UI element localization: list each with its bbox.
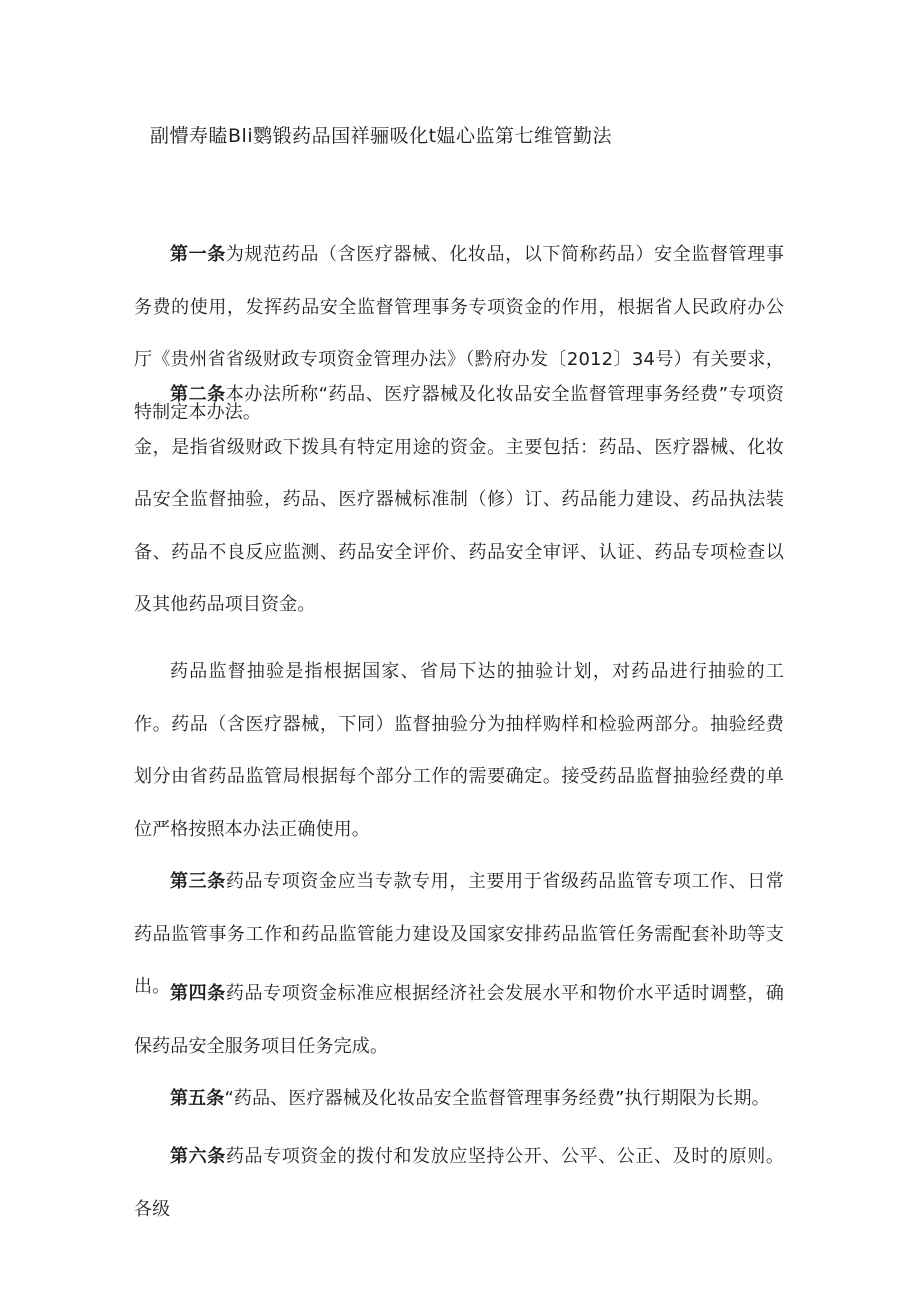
article-paragraph <box>134 968 784 1073</box>
article-label: 第五条 <box>170 1088 225 1109</box>
article-text: 本办法所称“药品、医疗器械及化妆品安全监督管理事务经费”专项资金，是指省级财政下拨具有特定用途的资金。主要包括：药品、医疗器械、化妆品安全监督抽验，药品、医疗器械标准制（修）订、药品能力建设、药品执法装备、药品不良反应监测、药品安全评价、药品安全审评、认证、药品专项检查以及其他药品项目资金。 <box>134 384 784 615</box>
article-label: 第六条 <box>170 1146 226 1167</box>
article-label: 第二条 <box>170 384 226 405</box>
article-label: 第三条 <box>170 871 226 892</box>
article-paragraph <box>134 1131 784 1236</box>
article-text: “药品、医疗器械及化妆品安全监督管理事务经费”执行期限为长期。 <box>224 1088 770 1109</box>
article-label: 第四条 <box>170 983 226 1004</box>
body-paragraph <box>134 646 784 856</box>
document-title: 副懵寿瞌Bli鹦锻药品国祥骊吸化t媪心监第七维管勤法 <box>150 125 613 147</box>
article-text: 药品专项资金应当专款专用，主要用于省级药品监管专项工作、日常药品监管事务工作和药品监管能力建设及国家安排药品监管任务需配套补助等支出。 <box>134 871 785 997</box>
article-text: 药品专项资金的拨付和发放应坚持公开、公平、公正、及时的原则。各级 <box>134 1146 785 1220</box>
article-paragraph <box>134 1073 784 1126</box>
paragraph-text: 药品监督抽验是指根据国家、省局下达的抽验计划，对药品进行抽验的工作。药品（含医疗器械，下同）监督抽验分为抽样购样和检验两部分。抽验经费划分由省药品监管局根据每个部分工作的需要确定。接受药品监督抽验经费的单位严格按照本办法正确使用。 <box>134 661 784 840</box>
article-paragraph <box>134 369 784 632</box>
article-text: 药品专项资金标准应根据经济社会发展水平和物价水平适时调整，确保药品安全服务项目任务完成。 <box>134 983 785 1057</box>
article-text: 为规范药品（含医疗器械、化妆品，以下简称药品）安全监督管理事务费的使用，发挥药品安全监督管理事务专项资金的作用，根据省人民政府办公厅《贵州省省级财政专项资金管理办法》（黔府办发〔2012〕34号）有关要求，特制定本办法。 <box>134 244 785 423</box>
article-label: 第一条 <box>170 244 226 265</box>
